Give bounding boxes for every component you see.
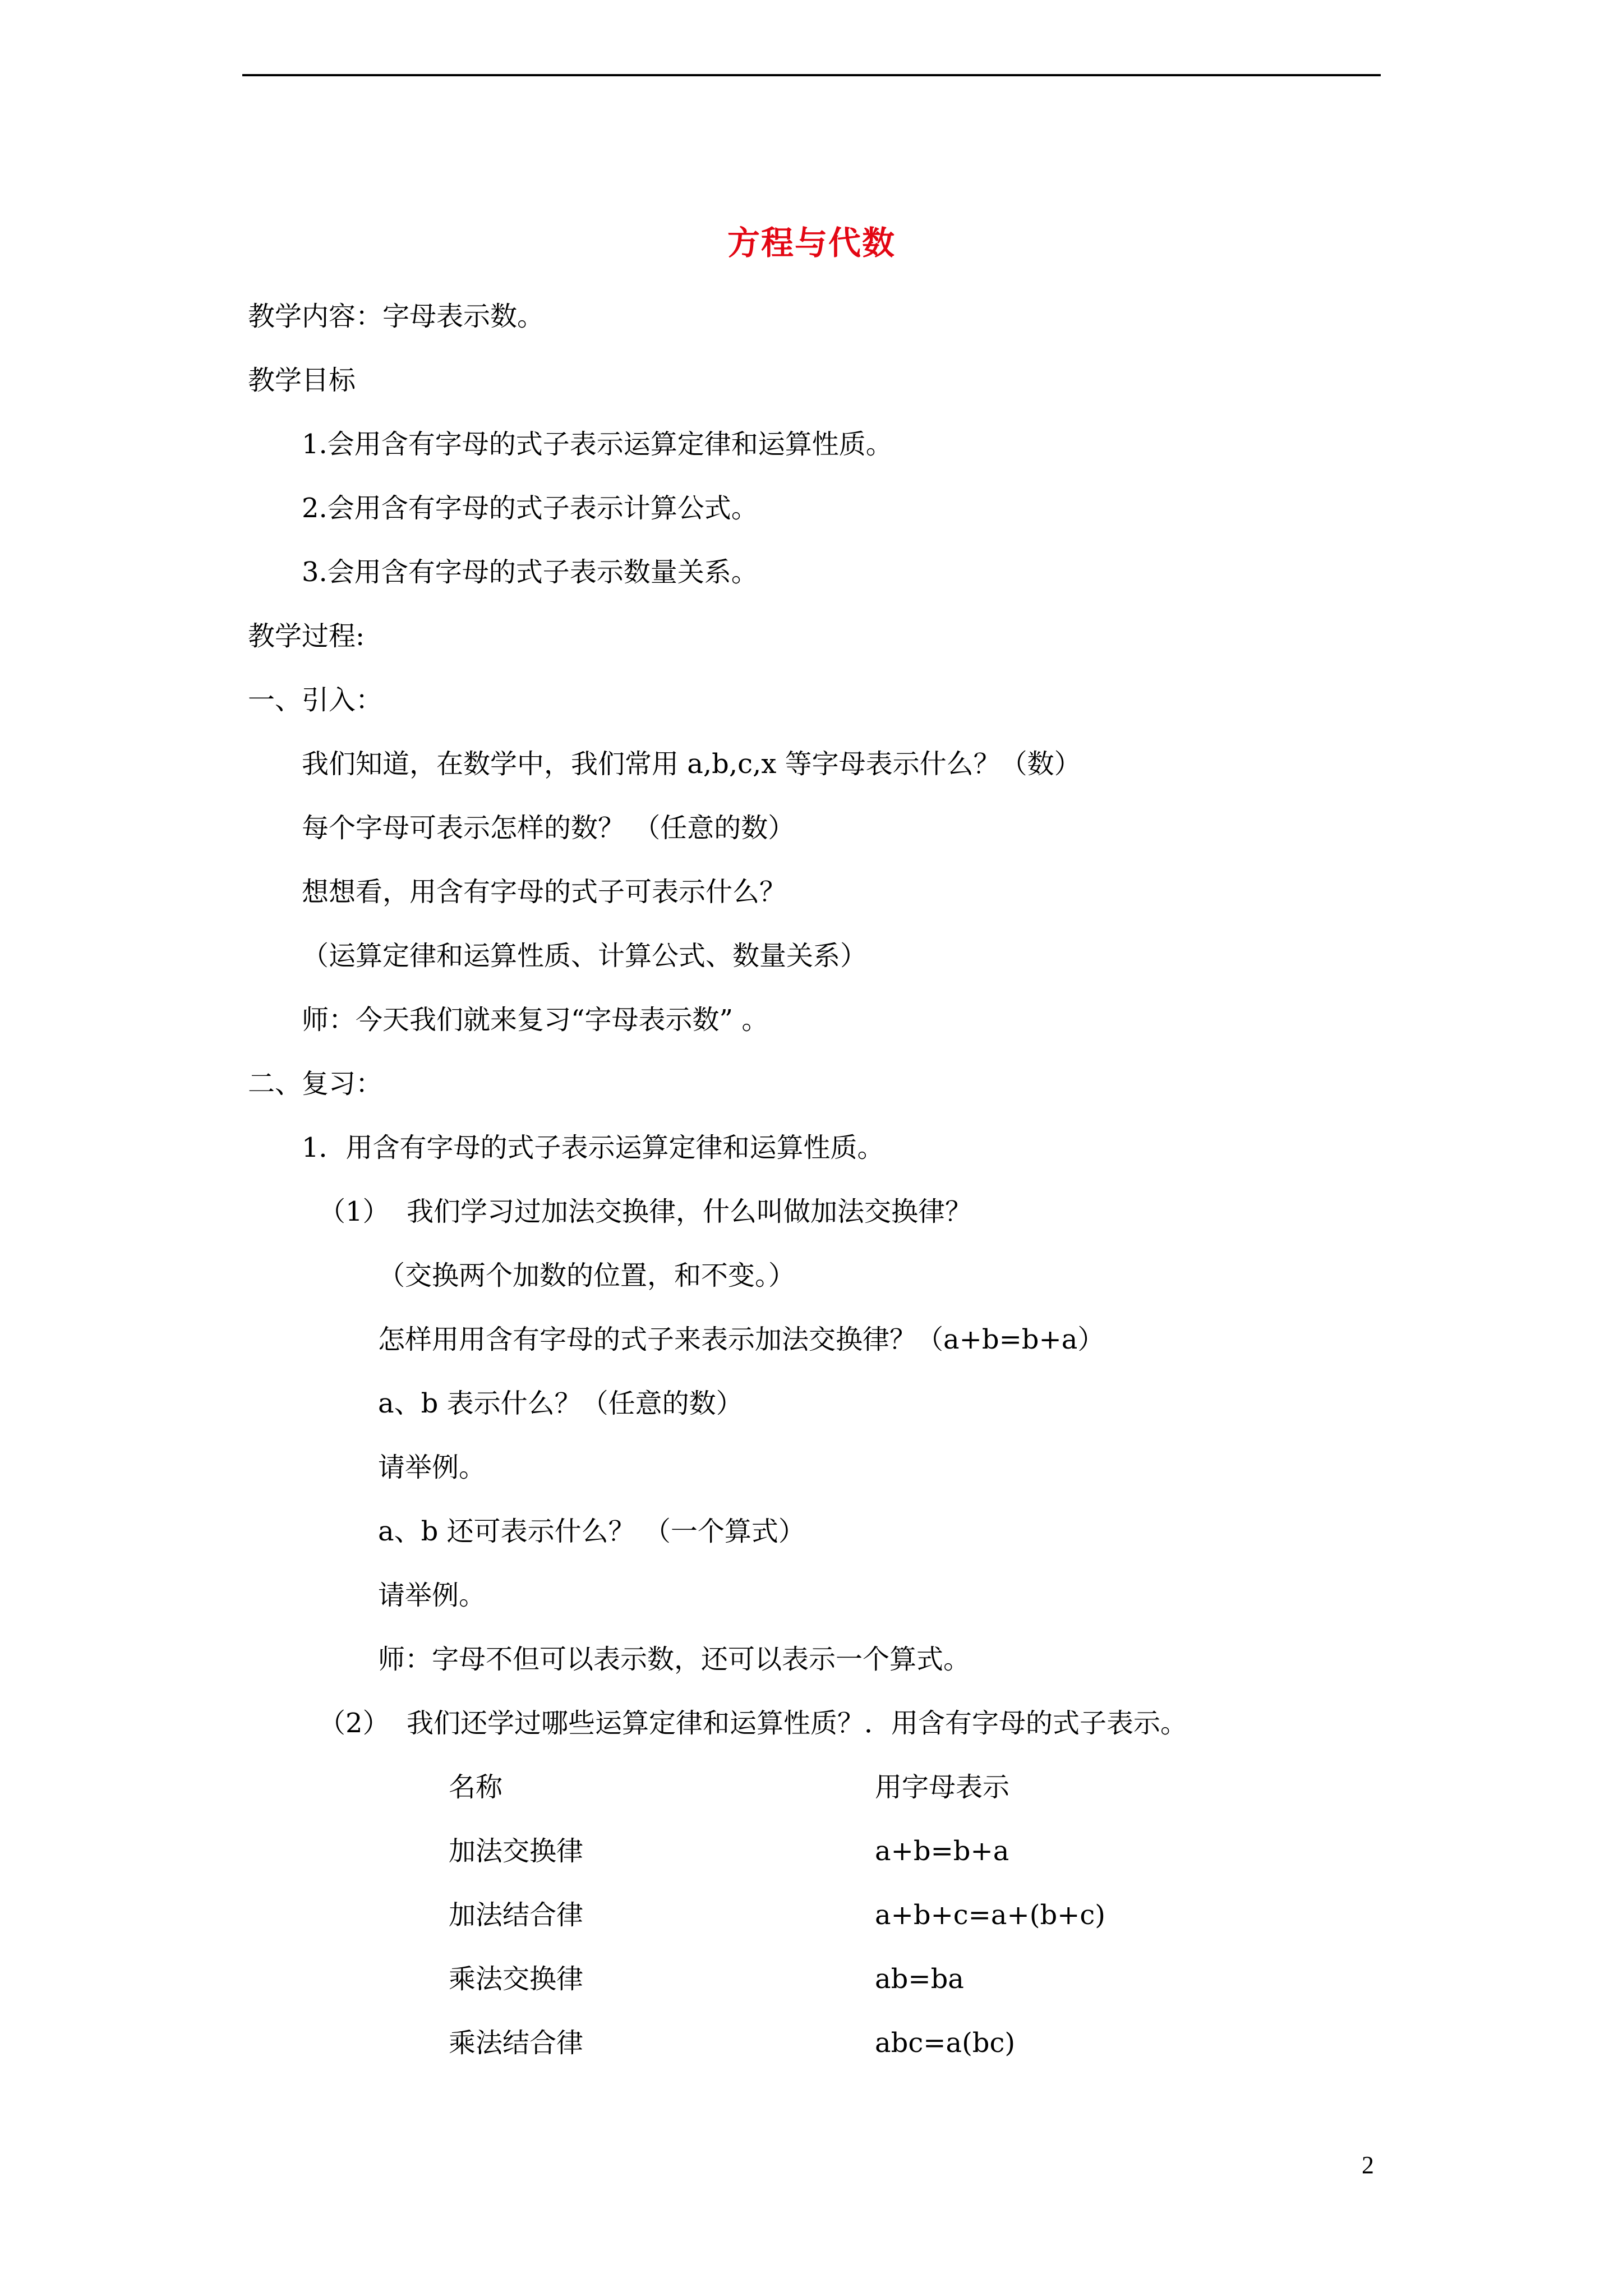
review-subitem: （2） 我们还学过哪些运算定律和运算性质？．用含有字母的式子表示。 bbox=[319, 1708, 1188, 1739]
intro-question: 每个字母可表示怎样的数？ （任意的数） bbox=[302, 812, 795, 844]
table-cell-name: 加法交换律 bbox=[449, 1835, 584, 1867]
header-rule bbox=[242, 74, 1381, 76]
review-question: a、b 表示什么？（任意的数） bbox=[378, 1388, 743, 1419]
review-item: 1．用含有字母的式子表示运算定律和运算性质。 bbox=[302, 1132, 884, 1163]
teacher-line: 师：今天我们就来复习“字母表示数” 。 bbox=[302, 1004, 769, 1036]
review-question: a、b 还可表示什么？ （一个算式） bbox=[378, 1516, 805, 1547]
page-number: 2 bbox=[1362, 2151, 1374, 2179]
goal-item: 3.会用含有字母的式子表示数量关系。 bbox=[302, 556, 758, 588]
goal-item: 1.会用含有字母的式子表示运算定律和运算性质。 bbox=[302, 429, 893, 460]
table-cell-formula: abc=a(bc) bbox=[875, 2027, 1016, 2059]
intro-heading: 一、引入： bbox=[248, 684, 383, 716]
table-header-name: 名称 bbox=[449, 1772, 503, 1803]
teaching-goals-heading: 教学目标 bbox=[248, 365, 356, 396]
review-question: 请举例。 bbox=[378, 1580, 486, 1611]
table-cell-name: 乘法结合律 bbox=[449, 2027, 584, 2059]
review-heading: 二、复习： bbox=[248, 1068, 383, 1099]
table-cell-formula: a+b+c=a+(b+c) bbox=[875, 1899, 1105, 1931]
document-title: 方程与代数 bbox=[727, 224, 896, 262]
review-question: 请举例。 bbox=[378, 1452, 486, 1483]
teaching-process-heading: 教学过程: bbox=[248, 620, 365, 652]
table-header-formula: 用字母表示 bbox=[875, 1772, 1010, 1803]
table-cell-formula: ab=ba bbox=[875, 1963, 964, 1995]
intro-question: 想想看，用含有字母的式子可表示什么？ bbox=[302, 876, 787, 908]
table-cell-formula: a+b=b+a bbox=[875, 1835, 1009, 1867]
intro-question: 我们知道，在数学中，我们常用 a,b,c,x 等字母表示什么？（数） bbox=[302, 748, 1081, 780]
teaching-content: 教学内容：字母表示数。 bbox=[248, 301, 545, 332]
review-subitem: （1） 我们学习过加法交换律，什么叫做加法交换律？ bbox=[319, 1196, 972, 1227]
goal-item: 2.会用含有字母的式子表示计算公式。 bbox=[302, 493, 758, 524]
review-question: 怎样用用含有字母的式子来表示加法交换律？（a+b=b+a） bbox=[378, 1324, 1105, 1355]
intro-answer: （运算定律和运算性质、计算公式、数量关系） bbox=[302, 940, 868, 972]
teacher-line: 师：字母不但可以表示数，还可以表示一个算式。 bbox=[378, 1644, 971, 1675]
table-cell-name: 加法结合律 bbox=[449, 1899, 584, 1931]
table-cell-name: 乘法交换律 bbox=[449, 1963, 584, 1995]
review-answer: （交换两个加数的位置，和不变。） bbox=[378, 1260, 796, 1291]
